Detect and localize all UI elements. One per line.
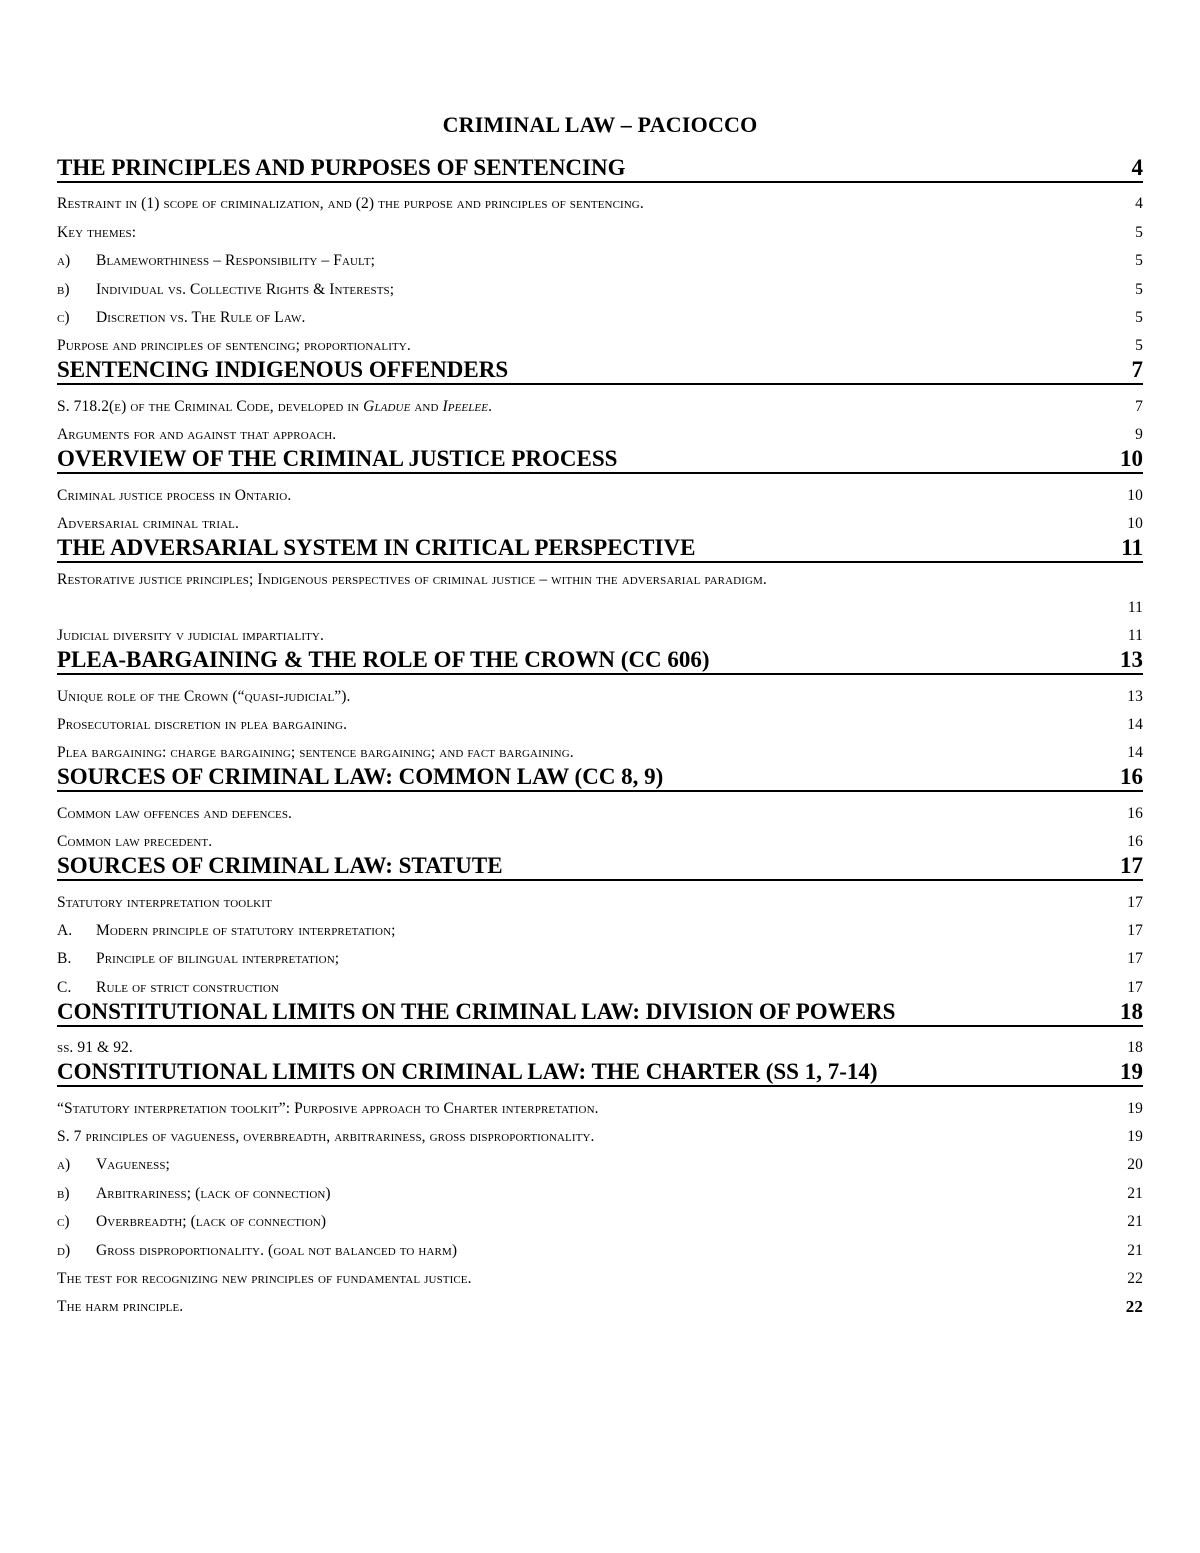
toc-entry-text [57, 1039, 133, 1057]
toc-entry-text [57, 716, 347, 734]
toc-entry-page: 11 [1127, 598, 1143, 616]
toc-entry-label: b) [57, 1184, 70, 1202]
toc-section-page: 17 [1120, 853, 1143, 879]
toc-entry-page: 11 [1127, 627, 1143, 645]
toc-entry-text [57, 979, 279, 997]
toc-entry-text-part: Vagueness; [96, 1156, 170, 1174]
toc-section-title: SENTENCING INDIGENOUS OFFENDERS [57, 357, 509, 383]
toc-entry-page: 13 [1127, 687, 1143, 705]
toc-section-heading[interactable] [57, 851, 1143, 881]
toc-entry-text-part: Unique role of the Crown (“quasi-judicial”). [57, 687, 351, 705]
toc-entry-page: 16 [1127, 833, 1143, 851]
toc-entry-text [57, 894, 272, 912]
toc-entry[interactable] [57, 794, 1143, 822]
toc-entry-text [57, 627, 324, 645]
toc-entry[interactable] [57, 912, 1143, 940]
toc-entry-page: 20 [1127, 1156, 1143, 1174]
toc-entry-text-part: The harm principle. [57, 1298, 184, 1316]
toc-section-page: 16 [1120, 764, 1143, 790]
toc-entry-text [57, 426, 336, 444]
toc-entry-page: 19 [1127, 1099, 1143, 1117]
toc-entry-page: 17 [1127, 978, 1143, 996]
toc-entry-text-part: “Statutory interpretation toolkit”: Purposive approach to Charter interpretation. [57, 1099, 599, 1117]
toc-section-title: SOURCES OF CRIMINAL LAW: COMMON LAW (CC 8, 9) [57, 764, 664, 790]
toc-entry-text [57, 252, 375, 270]
toc-entry-text-part: Discretion vs. The Rule of Law. [96, 308, 306, 326]
toc-section-title: OVERVIEW OF THE CRIMINAL JUSTICE PROCESS [57, 446, 618, 472]
document-title: CRIMINAL LAW – PACIOCCO [442, 112, 758, 137]
toc-entry-text-part: Arbitrariness; (lack of connection) [96, 1184, 331, 1202]
toc-entry-page: 14 [1127, 716, 1143, 734]
toc-entry-text [57, 224, 136, 242]
toc-entry-page: 5 [1135, 337, 1143, 355]
toc-entry[interactable] [57, 299, 1143, 327]
toc-entry[interactable] [57, 706, 1143, 734]
toc-entry-page: 17 [1127, 922, 1143, 940]
toc-entry-text-part: Judicial diversity v judicial impartiality. [57, 627, 324, 645]
toc-entry-page: 10 [1127, 514, 1143, 532]
toc-entry-page: 7 [1135, 397, 1143, 415]
toc-entry-label: C. [57, 978, 72, 996]
toc-entry[interactable] [57, 1029, 1143, 1057]
toc-entry-text-part: S. 718.2(e) of the Criminal Code, developed in [57, 397, 364, 415]
toc-entry-text-part: Key themes: [57, 223, 137, 241]
toc-entry-page: 21 [1127, 1184, 1143, 1202]
toc-entry-page: 18 [1127, 1039, 1143, 1057]
toc-entry-text [57, 487, 291, 505]
toc-entry-text [57, 398, 492, 416]
case-name: Ipeelee [442, 397, 489, 415]
toc-entry-text [57, 1298, 183, 1316]
toc-entry[interactable] [57, 505, 1143, 533]
toc-entry-text [57, 1156, 170, 1174]
toc-entry-text [57, 1213, 326, 1231]
toc-entry-text [57, 1185, 331, 1203]
toc-entry-page: 14 [1127, 744, 1143, 762]
toc-entry-page: 5 [1135, 308, 1143, 326]
toc-entry-page: 17 [1127, 950, 1143, 968]
toc-entry-text-part: . [488, 397, 493, 415]
toc-entry-text [57, 744, 574, 762]
toc-entry[interactable] [57, 823, 1143, 851]
toc-entry-text-part: Individual vs. Collective Rights & Interests; [96, 280, 395, 298]
toc-entry-text [57, 309, 305, 327]
toc-entry[interactable] [57, 270, 1143, 298]
toc-entry-label: B. [57, 950, 72, 968]
toc-entry[interactable] [57, 327, 1143, 355]
toc-entry[interactable] [57, 883, 1143, 911]
toc-entry-page: 5 [1135, 223, 1143, 241]
toc-entry-label: A. [57, 922, 73, 940]
toc-entry[interactable] [57, 565, 1143, 617]
toc-entry[interactable] [57, 1174, 1143, 1202]
toc-entry-text [57, 833, 212, 851]
toc-entry-text [57, 1128, 594, 1146]
toc-section-title: CONSTITUTIONAL LIMITS ON THE CRIMINAL LAW: DIVISION OF POWERS [57, 998, 896, 1024]
case-name: Gladue [363, 397, 411, 415]
toc-entry[interactable] [57, 213, 1143, 241]
toc-section-heading[interactable] [57, 444, 1143, 474]
toc-entry-text-part: Overbreadth; (lack of connection) [96, 1213, 327, 1231]
toc-section-heading[interactable] [57, 1057, 1143, 1087]
toc-entry-text-part: Gross disproportionality. (goal not balanced to harm) [96, 1241, 458, 1259]
toc-entry-text-part: Prosecutorial discretion in plea bargaining. [57, 716, 348, 734]
toc-entry-page: 9 [1135, 426, 1143, 444]
toc-entry[interactable] [57, 416, 1143, 444]
toc-entry-text-part: Statutory interpretation toolkit [57, 893, 272, 911]
toc-entry-label: a) [57, 1156, 71, 1174]
toc-entry-page: 4 [1135, 195, 1143, 213]
toc-entry-page: 21 [1127, 1213, 1143, 1231]
toc-entry-text-part: Adversarial criminal trial. [57, 514, 239, 532]
toc-section-page: 7 [1131, 357, 1143, 383]
toc-entry-page: 10 [1127, 486, 1143, 504]
toc-entry-page: 22 [1127, 1269, 1143, 1287]
toc-section-page: 4 [1131, 155, 1143, 180]
toc-entry[interactable] [57, 617, 1143, 645]
toc-entry[interactable] [57, 1146, 1143, 1174]
toc-entry-page: 19 [1127, 1127, 1143, 1145]
toc-entry[interactable] [57, 677, 1143, 705]
toc-entry-text-part: Criminal justice process in Ontario. [57, 486, 292, 504]
toc-entry-page: 22 [1125, 1297, 1143, 1317]
toc-entry-text [57, 195, 644, 213]
toc-entry-label: c) [57, 1213, 70, 1231]
toc-entry-label: c) [57, 308, 70, 326]
toc-section-title: CONSTITUTIONAL LIMITS ON CRIMINAL LAW: THE CHARTER (SS 1, 7-14) [57, 1059, 878, 1085]
toc-entry-page: 17 [1127, 893, 1143, 911]
toc-section-page: 19 [1120, 1059, 1143, 1085]
toc-section-heading[interactable] [57, 533, 1143, 563]
toc-entry[interactable] [57, 1260, 1143, 1288]
toc-section-title: THE ADVERSARIAL SYSTEM IN CRITICAL PERSPECTIVE [57, 534, 696, 560]
toc-section-title: PLEA-BARGAINING & THE ROLE OF THE CROWN (CC 606) [57, 647, 710, 673]
toc-section-page: 18 [1120, 998, 1143, 1024]
toc-entry-page: 5 [1135, 252, 1143, 270]
toc-entry-page: 21 [1127, 1241, 1143, 1259]
toc-entry-text-part: Rule of strict construction [96, 978, 279, 996]
toc-section-heading[interactable] [57, 762, 1143, 792]
toc-section-heading[interactable] [57, 645, 1143, 675]
toc-entry-text [57, 1242, 457, 1260]
toc-entry-text-part: Restorative justice principles; Indigenous perspectives of criminal justice – within the adversarial paradigm. [57, 570, 767, 588]
toc-entry-text-part: Common law precedent. [57, 833, 213, 851]
toc-entry[interactable] [57, 1288, 1143, 1316]
toc-entry-text-part: Plea bargaining: charge bargaining; sentence bargaining; and fact bargaining. [57, 744, 574, 762]
toc-entry-text-part: and [410, 397, 443, 415]
toc-section-page: 13 [1120, 647, 1143, 673]
toc-entry[interactable] [57, 1231, 1143, 1259]
toc-entry[interactable] [57, 1089, 1143, 1117]
toc-entry-text [57, 805, 292, 823]
toc-entry-text-part: Common law offences and defences. [57, 804, 293, 822]
toc-entry-text [57, 950, 339, 968]
toc-section-heading[interactable] [57, 997, 1143, 1027]
toc-entry[interactable] [57, 476, 1143, 504]
toc-entry-text-part: ss. 91 & 92. [57, 1039, 133, 1057]
toc-entry[interactable] [57, 968, 1143, 996]
toc-entry[interactable] [57, 185, 1143, 213]
toc-entry-text [57, 565, 1143, 589]
toc-entry-text [57, 1100, 599, 1118]
toc-entry-text-part: Arguments for and against that approach. [57, 426, 337, 444]
toc-entry[interactable] [57, 242, 1143, 270]
toc-section-title: SOURCES OF CRIMINAL LAW: STATUTE [57, 853, 503, 879]
toc-entry-text-part: Restraint in (1) scope of criminalization, and (2) the purpose and principles of sentencing. [57, 195, 644, 213]
toc-entry-text [57, 688, 351, 706]
toc-entry-text [57, 515, 239, 533]
toc-entry-text-part: Purpose and principles of sentencing; proportionality. [57, 337, 411, 355]
toc-entry-label: a) [57, 252, 71, 270]
toc-entry-text-part: Principle of bilingual interpretation; [96, 950, 340, 968]
toc-entry-text-part: Modern principle of statutory interpretation; [96, 922, 396, 940]
toc-entry-label: d) [57, 1241, 71, 1259]
toc-entry[interactable] [57, 940, 1143, 968]
toc-entry-label: b) [57, 280, 70, 298]
toc-entry[interactable] [57, 734, 1143, 762]
toc-section-title: THE PRINCIPLES AND PURPOSES OF SENTENCING [57, 155, 626, 180]
toc-entry-page: 16 [1127, 804, 1143, 822]
table-of-contents [57, 153, 1143, 1316]
toc-entry-text-part: S. 7 principles of vagueness, overbreadth, arbitrariness, gross disproportionality. [57, 1127, 595, 1145]
toc-section-page: 11 [1121, 534, 1143, 560]
toc-section-heading[interactable] [57, 355, 1143, 385]
toc-entry[interactable] [57, 1118, 1143, 1146]
toc-entry-text-part: Blameworthiness – Responsibility – Fault; [96, 252, 376, 270]
toc-entry-page: 5 [1135, 280, 1143, 298]
toc-entry-text-part: The test for recognizing new principles of fundamental justice. [57, 1269, 472, 1287]
toc-entry[interactable] [57, 387, 1143, 415]
toc-entry-text [57, 1270, 472, 1288]
toc-entry-text [57, 337, 411, 355]
toc-entry-text [57, 281, 394, 299]
toc-entry-text [57, 922, 396, 940]
toc-section-page: 10 [1120, 446, 1143, 472]
toc-section-heading[interactable] [57, 153, 1143, 183]
toc-entry[interactable] [57, 1203, 1143, 1231]
